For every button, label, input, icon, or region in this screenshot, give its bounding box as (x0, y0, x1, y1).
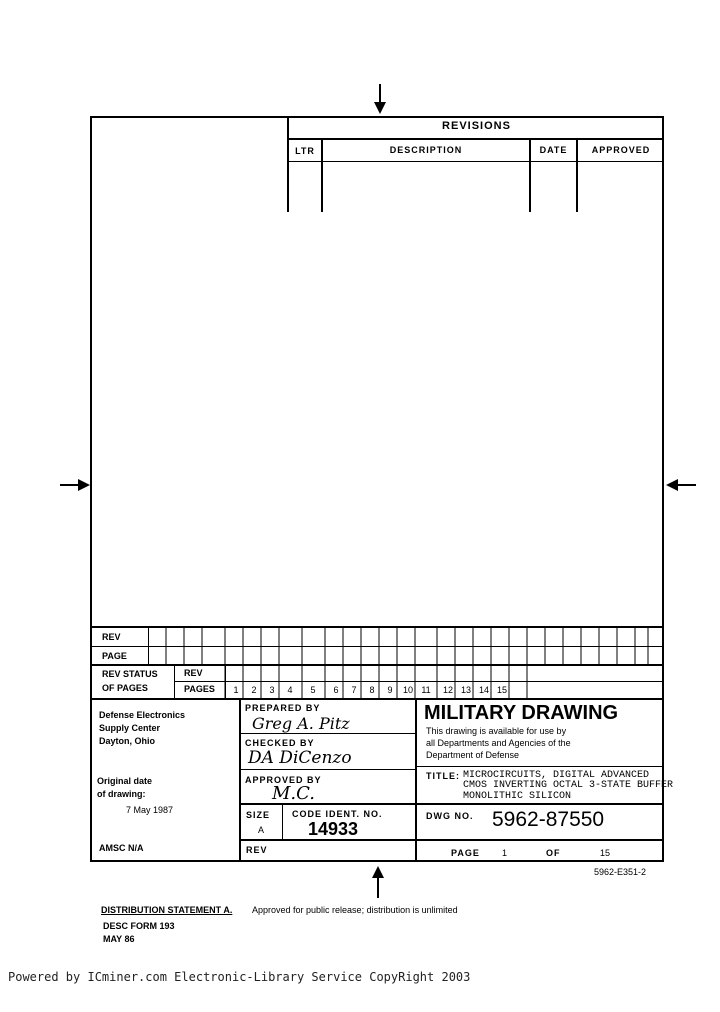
title-line2: CMOS INVERTING OCTAL 3-STATE BUFFER (463, 780, 674, 791)
bottom-rev-label: REV (246, 845, 268, 855)
page-number-cell: 14 (478, 685, 489, 695)
rev-status-label: REV STATUS (102, 669, 158, 679)
orig-date-label2: of drawing: (97, 789, 146, 799)
org-line3: Dayton, Ohio (99, 736, 155, 746)
col-description: DESCRIPTION (389, 145, 463, 155)
bottom-arrow-icon (370, 864, 386, 898)
right-arrow-icon (664, 477, 696, 493)
title-line3: MONOLITHIC SILICON (463, 791, 572, 802)
page-label: PAGE (102, 651, 127, 661)
drawing-frame (90, 116, 664, 862)
revisions-title: REVISIONS (442, 120, 511, 132)
dwg-label: DWG NO. (426, 811, 474, 821)
page-number-cell: 6 (333, 685, 339, 695)
code-value: 14933 (308, 819, 359, 839)
military-line3: Department of Defense (426, 750, 520, 760)
military-line2: all Departments and Agencies of the (426, 738, 571, 748)
rev-label: REV (102, 632, 121, 642)
page-number-cell: 4 (287, 685, 293, 695)
size-value: A (258, 825, 265, 835)
page-number-cell: 15 (496, 685, 507, 695)
org-line1: Defense Electronics (99, 710, 186, 720)
pages-row-label: PAGES (184, 684, 215, 694)
left-arrow-icon (60, 477, 92, 493)
page-number-cell: 12 (442, 685, 453, 695)
title-label: TITLE: (426, 771, 460, 781)
page-number-cell: 13 (460, 685, 471, 695)
code-label: CODE IDENT. NO. (292, 809, 383, 819)
title-line1: MICROCIRCUITS, DIGITAL ADVANCED (463, 770, 650, 781)
distribution-text: Approved for public release; distribution is unlimited (252, 905, 458, 915)
approved-signature: M.C. (272, 783, 316, 804)
dwg-value: 5962-87550 (492, 808, 605, 831)
amsc: AMSC N/A (99, 843, 144, 853)
col-date: DATE (539, 145, 568, 155)
prepared-label: PREPARED BY (245, 703, 321, 713)
page-number-cell: 11 (421, 685, 431, 695)
page-number-cell: 2 (251, 685, 257, 695)
desc-form-line1: DESC FORM 193 (103, 921, 175, 931)
military-title: MILITARY DRAWING (424, 702, 619, 724)
bottom-of-value: 15 (600, 848, 611, 858)
military-line1: This drawing is available for use by (426, 726, 567, 736)
distribution-label: DISTRIBUTION STATEMENT A. (101, 905, 233, 915)
bottom-page-label: PAGE (451, 848, 480, 858)
page-number-cell: 7 (351, 685, 357, 695)
size-label: SIZE (246, 810, 271, 820)
page-number-cell: 3 (269, 685, 275, 695)
checked-label: CHECKED BY (245, 738, 315, 748)
top-arrow-icon (372, 84, 388, 116)
checked-signature: DA DiCenzo (248, 748, 352, 768)
orig-date: 7 May 1987 (126, 805, 174, 815)
approved-label: APPROVED BY (245, 775, 322, 785)
orig-date-label1: Original date (97, 776, 153, 786)
rev-row-label: REV (184, 668, 203, 678)
footer-copyright: Powered by ICminer.com Electronic-Library Service CopyRight 2003 (8, 970, 471, 984)
page-number-cell: 8 (369, 685, 375, 695)
page-number-cell: 10 (402, 685, 413, 695)
col-approved: APPROVED (591, 145, 651, 155)
page-number-cell: 1 (233, 685, 239, 695)
bottom-of-label: OF (546, 848, 561, 858)
prepared-signature: Greg A. Pitz (252, 714, 350, 733)
bottom-page-value: 1 (502, 848, 508, 858)
desc-form-line2: MAY 86 (103, 934, 135, 944)
page-number-cell: 9 (387, 685, 393, 695)
col-ltr: LTR (295, 146, 315, 156)
of-pages-label: OF PAGES (102, 683, 148, 693)
page-number-cell: 5 (310, 685, 316, 695)
org-line2: Supply Center (99, 723, 161, 733)
form-number: 5962-E351-2 (594, 867, 647, 877)
